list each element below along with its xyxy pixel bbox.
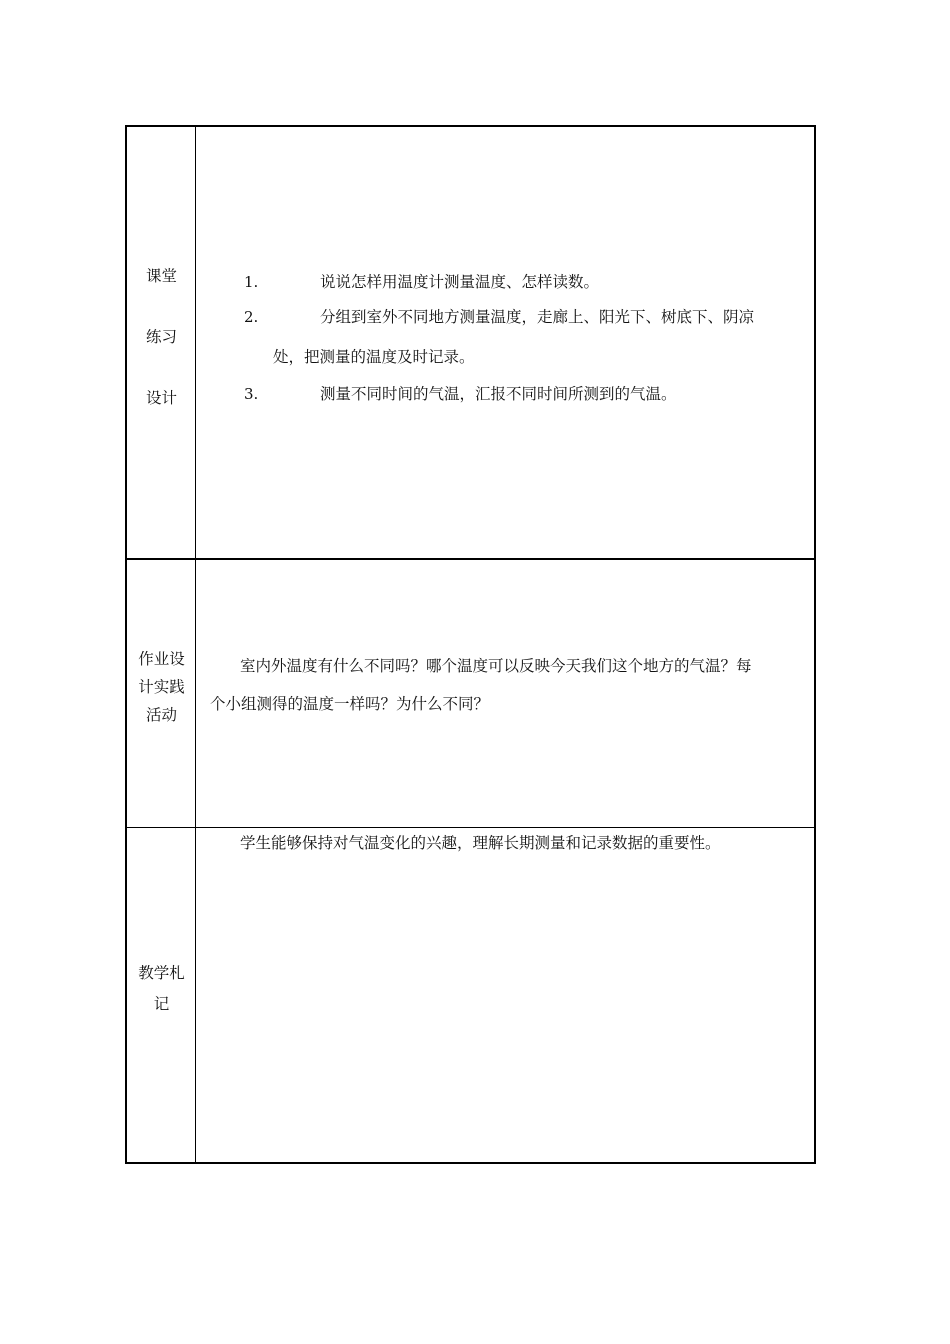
homework-line-1: 室内外温度有什么不同吗？哪个温度可以反映今天我们这个地方的气温？每 [240, 657, 752, 675]
practice-item-2-number: 2. [244, 308, 259, 326]
practice-item-1-number: 1. [244, 273, 259, 291]
practice-item-3-number: 3. [244, 385, 259, 403]
practice-content-cell [196, 127, 814, 558]
lesson-plan-table [125, 125, 816, 1164]
practice-item-2-continuation: 处，把测量的温度及时记录。 [273, 348, 475, 366]
notes-label-cell [127, 828, 196, 1162]
notes-row [127, 828, 814, 1162]
notes-label-line-1: 教学札 [138, 964, 185, 982]
homework-label-line-1: 作业设 [138, 650, 185, 668]
practice-label-line-1: 课堂 [145, 267, 177, 285]
practice-item-1-text: 说说怎样用温度计测量温度、怎样读数。 [320, 273, 600, 291]
practice-item-2-text: 分组到室外不同地方测量温度，走廊上、阳光下、树底下、阴凉 [320, 308, 755, 326]
homework-content-cell [196, 560, 814, 827]
homework-label-line-2: 计实践 [138, 678, 185, 696]
notes-content-cell [196, 828, 814, 1162]
practice-label-cell [127, 127, 196, 558]
homework-label-line-3: 活动 [145, 706, 177, 724]
homework-line-2: 个小组测得的温度一样吗？为什么不同？ [210, 695, 490, 713]
practice-label-line-3: 设计 [145, 389, 177, 407]
notes-label-line-2: 记 [153, 995, 170, 1013]
practice-item-3-text: 测量不同时间的气温，汇报不同时间所测到的气温。 [320, 385, 677, 403]
homework-row [127, 560, 814, 828]
notes-text: 学生能够保持对气温变化的兴趣，理解长期测量和记录数据的重要性。 [240, 834, 721, 852]
practice-row [127, 127, 814, 560]
homework-label-cell [127, 560, 196, 827]
practice-label-line-2: 练习 [145, 328, 177, 346]
